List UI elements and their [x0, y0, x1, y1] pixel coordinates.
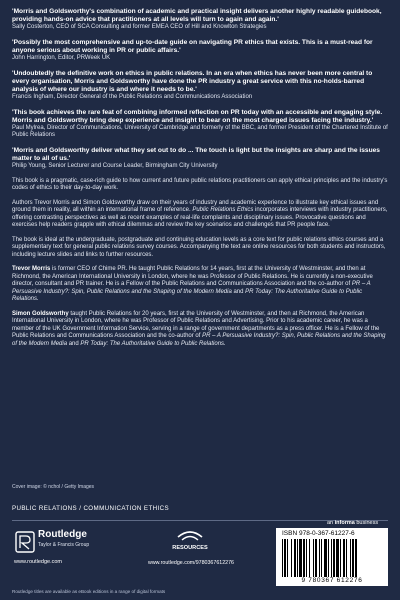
- content-column: [12, 8, 388, 355]
- blurb-paragraph: The book is ideal at the undergraduate, postgraduate and continuing education levels as a core text for public relations ethics courses and a supplementary text for general public relations survey courses. Accompanying the text are online resources for both students and instructors, including lecture slides and links to further resources.: [12, 236, 386, 258]
- isbn-label: ISBN 978-0-367-61227-6: [282, 530, 355, 537]
- blurb-paragraph: This book is a pragmatic, case-rich guide to how current and future public relations practitioners can apply ethical principles and the industry's codes of ethics to their day-to-day work.: [12, 177, 388, 192]
- author-name: Simon Goldsworthy: [12, 310, 69, 317]
- publisher-name: Routledge: [38, 529, 87, 540]
- bio-text: and: [67, 340, 81, 347]
- author-bio: [12, 311, 388, 349]
- quote-attribution: Philip Young, Senior Lecturer and Course Leader, Birmingham City University: [12, 163, 218, 170]
- resources-logo-icon: [172, 525, 208, 555]
- publisher-website[interactable]: www.routledge.com: [14, 559, 62, 565]
- quote-attribution: Francis Ingham, Director General of the Public Relations and Communications Association: [12, 94, 253, 101]
- informa-brand: informa: [334, 520, 355, 526]
- informa-prefix: an: [327, 520, 335, 526]
- author-name: Trevor Morris: [12, 266, 51, 273]
- informa-badge: [327, 520, 378, 526]
- quote-text: 'Undoubtedly the definitive work on ethics in public relations. In an era when ethics has never been more central to every organisation, Morris and Goldsworthy have done the PR industry a great service with this no-holds-barred analysis of where our industry is and where it needs to be.': [12, 69, 373, 94]
- author-bio: [12, 266, 388, 304]
- bio-book-title: PR Today: The Authoritative Guide to Public Relations.: [80, 340, 226, 347]
- isbn-barcode: [276, 528, 388, 586]
- quote-text: 'This book achieves the rare feat of combining informed reflection on PR today with an accessible and engaging style. Morris and Goldsworthy bring deep experience and insight to bear on the most charged issues facing the industry.': [12, 108, 383, 124]
- barcode-digits: 9 780367 612276: [301, 577, 363, 584]
- quote-attribution: Sally Costerton, CEO of SCA Consulting and former EMEA CEO of Hill and Knowlton Strategies: [12, 24, 267, 31]
- endorsement-quote: [12, 147, 388, 171]
- blurb-text: Authors Trevor Morris and Simon Goldsworthy draw on their years of industry and academic experience to illustrate key ethical issues and ground them in reality, all within an international frame of reference.: [12, 199, 379, 214]
- quote-text: 'Morris and Goldsworthy deliver what they set out to do ... The touch is light but the insights are sharp and the issues matter to all of us.': [12, 146, 380, 163]
- subject-category: PUBLIC RELATIONS / COMMUNICATION ETHICS: [12, 505, 170, 512]
- bio-book-title: PR Today: The Authoritative Guide to Public Relations.: [12, 288, 363, 303]
- endorsement-quote: [12, 39, 388, 63]
- barcode-icon: [280, 539, 384, 577]
- blurb-paragraph: [12, 200, 388, 230]
- quote-text: 'Morris and Goldsworthy's combination of academic and practical insight delivers another highly readable guidebook, providing hands-on advice that practitioners at all levels will turn to again and again.': [12, 8, 382, 24]
- cover-image-credit: Cover image: © nchol / Getty Images: [12, 484, 95, 490]
- resources-url[interactable]: www.routledge.com/9780367612276: [148, 560, 234, 566]
- bio-book-title: PR – A Persuasive Industry?: Spin, Public Relations and the Shaping of the Modern Media: [12, 281, 371, 295]
- endorsement-quote: [12, 70, 388, 102]
- resources-logo-text: RESOURCES: [172, 545, 208, 551]
- informa-suffix: business: [354, 520, 379, 526]
- ebook-disclaimer: Routledge titles are available as eBook editions in a range of digital formats: [12, 589, 166, 594]
- bio-book-title: PR – A Persuasive Industry?: Spin, Public Relations and the Shaping of the Modern Media: [12, 333, 386, 347]
- bio-text: is former CEO of Chime PR. He taught Public Relations for 14 years, first at the University of Westminster, and then at Richmond, the American International University in London, where he was Professor of Public Relations. He is currently a non-executive director, consultant and PR trainer. He is a Fellow of the Public Relations and Communications Association and the co-author of: [12, 266, 373, 288]
- endorsement-quote: [12, 109, 388, 140]
- quote-text: 'Possibly the most comprehensive and up-to-date guide on navigating PR ethics that exists. This is a must-read for anyone serious about working in PR or public affairs.': [12, 38, 373, 55]
- blurb-text: incorporates interviews with industry practitioners, offering contrasting perspectives as well as recent examples of real-life complaints and disciplinary issues. Provocative questions and exercises help readers grapple with ethical dilemmas and review the key scenarios and challenges that PR people face.: [12, 207, 388, 229]
- bio-text: and: [231, 288, 246, 295]
- bio-text: taught Public Relations for 20 years, first at the University of Westminster, and then at Richmond, the American International University in London, where he was Professor of Public Relations and Advertising. Prior to his academic career, he was a member of the UK Government Information Service, serving in a range of government departments as a press officer. He is a Fellow of the Public Relations and Communications Association and the co-author of: [12, 310, 380, 340]
- quote-attribution: John Harrington, Editor, PRWeek UK: [12, 55, 111, 62]
- publisher-subtitle: Taylor & Francis Group: [38, 542, 90, 548]
- quote-attribution: Paul Mylrea, Director of Communications, University of Cambridge and formerly of the BBC, and former President of the Chartered Institute of Public Relations: [12, 125, 388, 139]
- endorsement-quote: [12, 8, 388, 32]
- book-title-inline: Public Relations Ethics: [192, 207, 254, 214]
